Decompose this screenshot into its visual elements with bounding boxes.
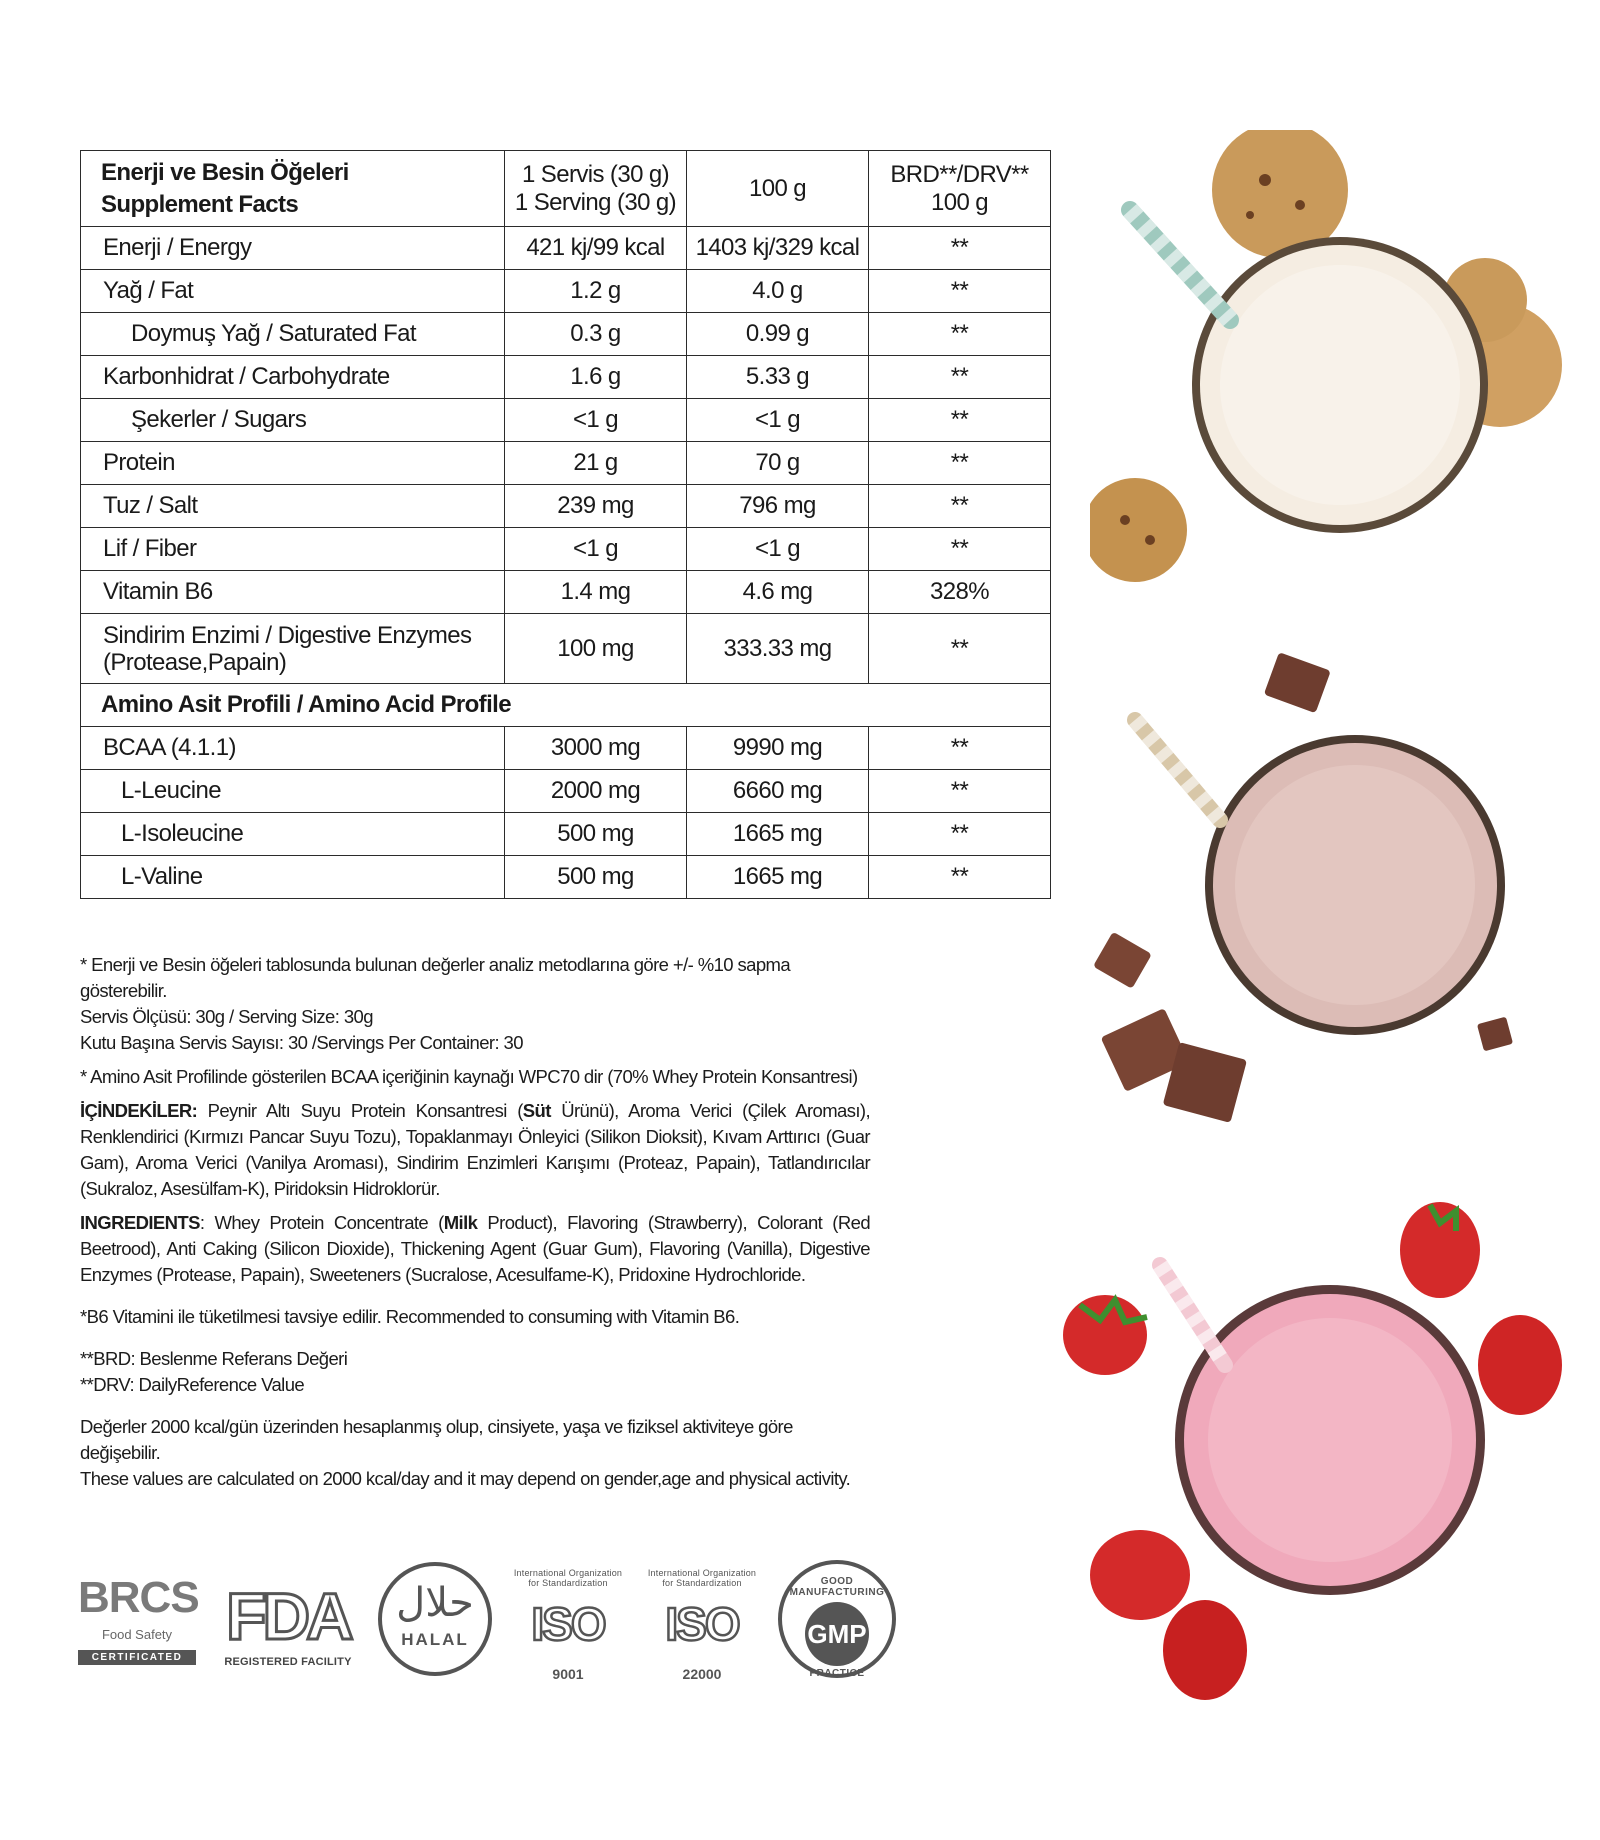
- row-ref: **: [869, 485, 1051, 528]
- brcs-certificated: CERTIFICATED: [78, 1650, 196, 1665]
- row-per100: 4.6 mg: [687, 571, 869, 614]
- iso-ring-text: International Organization for Standardization: [647, 1568, 757, 1588]
- cookie: [1090, 478, 1187, 582]
- row-ref: **: [869, 856, 1051, 899]
- row-name: Şekerler / Sugars: [81, 399, 505, 442]
- row-per100: 0.99 g: [687, 313, 869, 356]
- row-per100: <1 g: [687, 528, 869, 571]
- note-kcal-en: These values are calculated on 2000 kcal/day and it may depend on gender,age and physical activity.: [80, 1468, 851, 1489]
- iso-number: 22000: [682, 1666, 722, 1682]
- row-per100: 9990 mg: [687, 727, 869, 770]
- note-kcal-tr: Değerler 2000 kcal/gün üzerinden hesaplanmış olup, cinsiyete, yaşa ve fiziksel aktiviteye göre değişebilir.: [80, 1416, 793, 1463]
- table-row: [81, 856, 1051, 899]
- note-brd: **BRD: Beslenme Referans Değeri: [80, 1348, 348, 1369]
- table-title-en: Supplement Facts: [101, 190, 299, 218]
- row-serving: <1 g: [505, 399, 687, 442]
- row-ref: **: [869, 813, 1051, 856]
- row-serving: 1.4 mg: [505, 571, 687, 614]
- chocolate-shake-image: [1080, 640, 1580, 1160]
- gmp-logo-word: GMP: [805, 1602, 869, 1666]
- row-ref: **: [869, 528, 1051, 571]
- row-per100: 6660 mg: [687, 770, 869, 813]
- iso-logo-word: ISO: [665, 1598, 739, 1650]
- row-ref: **: [869, 614, 1051, 684]
- table-row: [81, 813, 1051, 856]
- halal-arabic-glyph: حلال: [396, 1580, 474, 1626]
- halal-badge: [378, 1562, 492, 1676]
- gmp-top-text: GOOD MANUFACTURING: [789, 1576, 885, 1598]
- row-serving: 239 mg: [505, 485, 687, 528]
- table-row: [81, 528, 1051, 571]
- row-ref: **: [869, 313, 1051, 356]
- strawberry: [1400, 1202, 1480, 1298]
- row-name: Vitamin B6: [81, 571, 505, 614]
- iso-number: 9001: [552, 1666, 584, 1682]
- row-serving: 1.2 g: [505, 270, 687, 313]
- row-name: L-Valine: [81, 856, 505, 899]
- ingredients-tr: İÇİNDEKİLER: Peynir Altı Suyu Protein Konsantresi (Süt Ürünü), Aroma Verici (Çilek Aroması), Renklendirici (Kırmızı Pancar Suyu Tozu), Topaklanmayı Önleyici (Silikon Dioksit), Kıvam Arttırıcı (Guar Gam), Aroma Verici (Vanilya Aroması), Sindirim Enzimleri Karışımı (Proteaz, Papain), Tatlandırıcılar (Sukraloz, Asesülfam-K), Piridoksin Hidroklorür.: [80, 1100, 870, 1199]
- row-ref: 328%: [869, 571, 1051, 614]
- iso-22000-badge: [642, 1560, 762, 1690]
- row-per100: 1665 mg: [687, 813, 869, 856]
- note-servings-per-container: Kutu Başına Servis Sayısı: 30 /Servings Per Container: 30: [80, 1032, 523, 1053]
- halal-word: HALAL: [401, 1630, 469, 1649]
- iso-ring-text: International Organization for Standardization: [513, 1568, 623, 1588]
- table-title-tr: Enerji ve Besin Öğeleri: [101, 158, 349, 186]
- row-serving: 421 kj/99 kcal: [505, 227, 687, 270]
- row-serving: 21 g: [505, 442, 687, 485]
- row-ref: **: [869, 399, 1051, 442]
- row-ref: **: [869, 356, 1051, 399]
- row-per100: <1 g: [687, 399, 869, 442]
- note-serving-size: Servis Ölçüsü: 30g / Serving Size: 30g: [80, 1006, 373, 1027]
- row-name: Protein: [81, 442, 505, 485]
- row-per100: 1665 mg: [687, 856, 869, 899]
- row-name: Doymuş Yağ / Saturated Fat: [81, 313, 505, 356]
- row-serving: 500 mg: [505, 813, 687, 856]
- row-name: Karbonhidrat / Carbohydrate: [81, 356, 505, 399]
- row-serving: 0.3 g: [505, 313, 687, 356]
- row-serving: 3000 mg: [505, 727, 687, 770]
- strawberry: [1063, 1295, 1147, 1375]
- table-row: [81, 313, 1051, 356]
- row-per100: 1403 kj/329 kcal: [687, 227, 869, 270]
- row-ref: **: [869, 727, 1051, 770]
- row-per100: 5.33 g: [687, 356, 869, 399]
- row-per100: 70 g: [687, 442, 869, 485]
- table-row: [81, 614, 1051, 684]
- table-row: [81, 770, 1051, 813]
- row-ref: **: [869, 270, 1051, 313]
- strawberry-shake-image: [1050, 1195, 1580, 1745]
- brcs-logo-word: BRCS: [78, 1573, 199, 1622]
- gmp-badge: [778, 1560, 896, 1678]
- ingredients-en: INGREDIENTS: Whey Protein Concentrate (Milk Product), Flavoring (Strawberry), Colorant (Red Beetrood), Anti Caking (Silicon Dioxide), Thickening Agent (Guar Gum), Flavoring (Vanilla), Digestive Enzymes (Protease, Papain), Sweeteners (Sucralose, Acesulfame-K), Pridoxine Hydrochloride.: [80, 1212, 871, 1285]
- table-title: [81, 151, 505, 227]
- amino-section-row: [81, 684, 1051, 727]
- row-name: L-Isoleucine: [81, 813, 505, 856]
- brcs-badge: [78, 1573, 199, 1675]
- row-name: Yağ / Fat: [81, 270, 505, 313]
- note-bcaa-source: * Amino Asit Profilinde gösterilen BCAA içeriğinin kaynağı WPC70 dir (70% Whey Protein Konsantresi): [80, 1066, 858, 1087]
- note-drv: **DRV: DailyReference Value: [80, 1374, 305, 1395]
- row-ref: **: [869, 770, 1051, 813]
- strawberry: [1478, 1315, 1562, 1415]
- row-name: Sindirim Enzimi / Digestive Enzymes (Protease,Papain): [81, 614, 505, 684]
- note-deviation: * Enerji ve Besin öğeleri tablosunda bulunan değerler analiz metodlarına göre +/- %10 sapma gösterebilir.: [80, 954, 791, 1001]
- col-header-reference: BRD**/DRV** 100 g: [869, 151, 1051, 227]
- row-name: L-Leucine: [81, 770, 505, 813]
- supplement-facts-table: [80, 150, 1051, 899]
- fda-logo-word: FDA: [226, 1579, 350, 1653]
- note-b6: *B6 Vitamini ile tüketilmesi tavsiye edilir. Recommended to consuming with Vitamin B6.: [80, 1306, 740, 1327]
- row-name: Tuz / Salt: [81, 485, 505, 528]
- table-row: [81, 399, 1051, 442]
- row-serving: 2000 mg: [505, 770, 687, 813]
- col-header-serving: 1 Servis (30 g) 1 Serving (30 g): [505, 151, 687, 227]
- footnotes: [80, 952, 870, 1492]
- row-serving: 1.6 g: [505, 356, 687, 399]
- gmp-bottom-text: PRACTICE: [809, 1668, 865, 1679]
- row-per100: 796 mg: [687, 485, 869, 528]
- col-header-100g: 100 g: [687, 151, 869, 227]
- row-serving: 500 mg: [505, 856, 687, 899]
- row-name: Lif / Fiber: [81, 528, 505, 571]
- brcs-subtitle: Food Safety: [101, 1627, 173, 1642]
- row-serving: 100 mg: [505, 614, 687, 684]
- table-row: [81, 270, 1051, 313]
- iso-9001-badge: [508, 1560, 628, 1690]
- table-row: [81, 227, 1051, 270]
- row-name: BCAA (4.1.1): [81, 727, 505, 770]
- fda-subtitle: REGISTERED FACILITY: [224, 1656, 352, 1668]
- amino-section-title: Amino Asit Profili / Amino Acid Profile: [81, 684, 1051, 727]
- chocolate-piece: [1477, 1017, 1513, 1052]
- table-header-row: [81, 151, 1051, 227]
- row-per100: 4.0 g: [687, 270, 869, 313]
- vanilla-shake-image: [1090, 130, 1580, 600]
- row-name: Enerji / Energy: [81, 227, 505, 270]
- strawberry: [1163, 1600, 1247, 1700]
- table-row: [81, 442, 1051, 485]
- chocolate-piece: [1093, 932, 1152, 989]
- iso-logo-word: ISO: [531, 1598, 605, 1650]
- row-ref: **: [869, 227, 1051, 270]
- row-ref: **: [869, 442, 1051, 485]
- table-row: [81, 485, 1051, 528]
- table-row: [81, 356, 1051, 399]
- chocolate-piece: [1264, 652, 1331, 713]
- table-row: [81, 727, 1051, 770]
- strawberry: [1090, 1530, 1190, 1620]
- row-per100: 333.33 mg: [687, 614, 869, 684]
- fda-badge: [212, 1580, 364, 1680]
- table-row: [81, 571, 1051, 614]
- row-serving: <1 g: [505, 528, 687, 571]
